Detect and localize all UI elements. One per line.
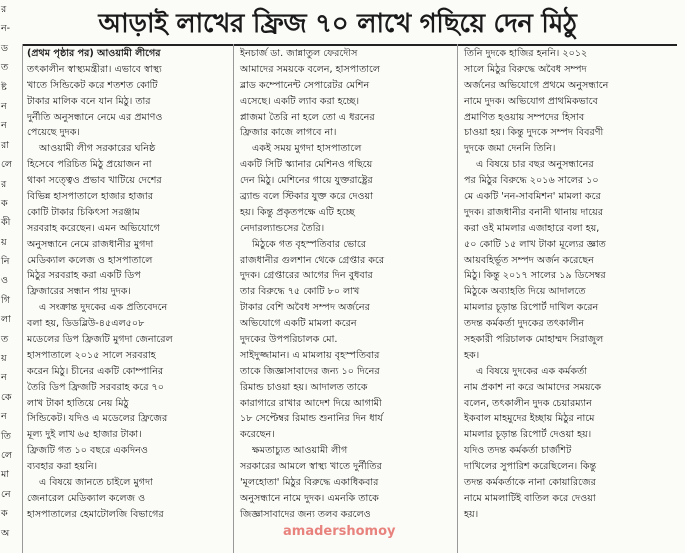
article-line: এ বিষয়ে চার বছর অনুসন্ধানের [476, 159, 594, 171]
watermark: amadershomoy [283, 524, 396, 539]
article-line: সিন্ডিকেট। যদিও এ মডেলের ফ্রিজের [27, 413, 168, 425]
article-line: ব্র্যান্ড বলে স্টিকার যুক্ত করে দেওয়া [240, 191, 373, 203]
article-line: দুদক। গ্রেপ্তারের আগের দিন বুধবার [240, 270, 373, 282]
article-line: এ বিষয়ে দুদকের এক কর্মকর্তা [476, 365, 588, 377]
article-line: এ সংক্রান্ত দুদকের এক প্রতিবেদনে [39, 302, 168, 314]
column-divider [22, 44, 23, 553]
article-line: জেনারেল মেডিক্যাল কলেজ ও [27, 492, 146, 504]
article-column-2 [240, 46, 438, 553]
article-line: ব্লাড কম্পোনেন্ট সেপারেটর মেশিন [240, 79, 370, 91]
article-line: মে একটি 'নন-সাবমিশন' মামলা করে [464, 191, 601, 203]
article-line: তাকে জিজ্ঞাসাবাদের জন্য ১০ দিনের [240, 365, 380, 377]
edge-fragment: তি [1, 430, 11, 442]
headline: আড়াই লাখের ফ্রিজ ৭০ লাখে গছিয়ে দেন মিঠু [98, 9, 577, 39]
article-line: ফ্রিজটি গত ১০ বছরে একদিনও [27, 445, 148, 457]
article-line: ১৮ সেপ্টেম্বর রিমান্ড শুনানির দিন ধার্য [240, 413, 383, 425]
article-line: মামলার চূড়ান্ত রিপোর্ট দাখিল করেন [464, 302, 599, 314]
article-line: প্রমাণিত হওয়ায় সম্পদের হিসাব [464, 111, 585, 123]
column-divider [233, 44, 234, 553]
article-line: দুর্নীতি অনুসন্ধানে নেমে এর প্রমাণও [27, 111, 163, 123]
edge-fragment: লা [1, 314, 11, 326]
edge-fragment: ও [1, 275, 8, 287]
article-line: হক। [464, 349, 480, 361]
article-line: বলেন, তৎকালীন দুদক চেয়ারম্যান [464, 397, 592, 409]
article-line: তৈরি ডিপ ফ্রিজটি সরবরাহ করে ৭০ [27, 381, 164, 393]
edge-fragment: ক [1, 197, 8, 209]
article-line: হয়। কিন্তু প্রকৃতপক্ষে এটি হচ্ছে [240, 206, 355, 218]
article-line: মডেলের ডিপ ফ্রিজটি মুগদা জেনারেল [27, 334, 173, 346]
article-line: নামে দুদক। অভিযোগ প্রাথমিকভাবে [464, 95, 598, 107]
article-line: আওয়ামী লীগ সরকারের ঘনিষ্ঠ [39, 143, 156, 155]
article-line: দেন মিঠু। মেশিনের গায়ে যুক্তরাষ্ট্রের [240, 175, 373, 187]
edge-fragment: রা [1, 139, 9, 151]
article-line: রিমান্ড চাওয়া হয়। আদালত তাকে [240, 381, 368, 393]
article-column-1 [27, 46, 225, 553]
article-line: তদন্ত কর্মকর্তাকে নানা কোয়ারিজের [464, 477, 596, 489]
edge-fragment: অ [1, 527, 10, 539]
edge-fragment: ক [1, 508, 8, 520]
article-line: তৎকালীন স্বাস্থ্যমন্ত্রীরা। এভাবে স্বাস্থ্য [27, 63, 162, 75]
article-line: দুদকে জমা দেননি তিনি। [464, 143, 556, 155]
article-line: মেডিক্যাল কলেজ ও হাসপাতালে [27, 254, 153, 266]
article-line: হয়। [464, 508, 479, 520]
article-line: অনুসন্ধানে নেমে রাজধানীর মুগদা [27, 238, 154, 250]
edge-fragment: কী [1, 217, 11, 229]
edge-fragment: মা [1, 469, 10, 481]
article-line: মামলার চূড়ান্ত রিপোর্ট দেওয়া হয়। [464, 429, 592, 441]
article-line: সরবরাহ করেছেন। এমন অভিযোগে [27, 222, 160, 234]
article-line: বিভিন্ন হাসপাতালে হাজার হাজার [27, 191, 153, 203]
article-line: কারাগারে রাখার আদেশ দিয়ে আগামী [240, 397, 382, 409]
column-divider [457, 44, 458, 553]
article-line: টাকার বেশি অবৈধ সম্পদ অর্জনের [240, 302, 370, 314]
article-line: নামে মামলাটিই বাতিল করে দেওয়া [464, 492, 596, 504]
article-line: বলা হয়, ডিডব্লিউ-৪৫এল৫০৮ [27, 318, 145, 330]
article-line: সাইদুজ্জামান। এ মামলায় বৃহস্পতিবার [240, 349, 380, 361]
article-line: চাওয়া হয়। কিন্তু দুদকে সম্পদ বিবরণী [464, 127, 604, 139]
edge-fragment: ন [1, 120, 7, 132]
article-line: সহকারী পরিচালক মোহাম্মদ সিরাজুল [464, 334, 604, 346]
article-line: তিনি দুদকে হাজির হননি। ২০১২ [464, 48, 588, 59]
article-line: দুদকের উপপরিচালক মো. [240, 334, 338, 346]
article-line: নেদারল্যান্ডসের তৈরি। [240, 222, 325, 234]
article-line: একই সময় মুগদা হাসপাতালে [252, 143, 362, 155]
article-line: দাখিলের সুপারিশ করেছিলেন। কিন্তু [464, 461, 597, 473]
article-line: নাম প্রকাশ না করে আমাদের সময়কে [464, 381, 602, 393]
article-line: ফ্রিজারের সন্ধান পায় দুদক। [27, 286, 131, 298]
edge-fragment: ন [1, 372, 7, 384]
article-line: লাখ টাকা হাতিয়ে নেয় মিঠু [27, 397, 129, 409]
article-line: থাকা সত্ত্বেও প্রভাব খাটিয়ে দেশের [27, 175, 162, 187]
article-line: আমাদের সময়কে বলেন, হাসপাতালে [240, 63, 381, 75]
article-line: হিসেবে পরিচিত মিঠু প্রয়োজন না [27, 159, 152, 171]
article-line: ৫০ কোটি ১৫ লাখ টাকা মূল্যের জ্ঞাত [464, 238, 606, 250]
article-line: মিঠুকে অব্যাহতি দিয়ে আদালতে [464, 286, 586, 298]
edge-fragment: র [1, 178, 7, 190]
article-line: ইনচার্জ ডা. জান্নাতুল ফেরদৌস [240, 48, 358, 59]
edge-fragment: ত [1, 62, 9, 74]
article-line: খাতে সিন্ডিকেট করে শতশত কোটি [27, 79, 158, 91]
article-line: এসেছে। একটি ল্যাব করা হচ্ছে। [240, 95, 360, 107]
article-line: হাসপাতালে ২০১৫ সালে সরবরাহ [27, 349, 156, 361]
article-column-3 [464, 46, 662, 553]
article-line: করা ওই মামলার এজাহারে বলা হয়, [464, 222, 600, 234]
article-line: মিঠু। কিন্তু ২০১৭ সালের ১৯ ডিসেম্বর [464, 270, 606, 282]
edge-fragment: কে [1, 391, 12, 403]
article-line: হাসপাতালের হেমাটোলজি বিভাগের [27, 508, 164, 520]
article-line: সালে মিঠুর বিরুদ্ধে অবৈধ সম্পদ [464, 63, 587, 75]
article-line: (প্রথম পৃষ্ঠার পর) আওয়ামী লীগের [27, 48, 161, 59]
article-line: তার বিরুদ্ধে ৭৫ কোটি ৮০ লাখ [240, 286, 360, 298]
article-line: রাজধানীর গুলশান থেকে গ্রেপ্তার করে [240, 254, 385, 266]
article-line: মূল্য দুই লাখ ৬৫ হাজার টাকা। [27, 429, 142, 441]
edge-fragment: র [1, 4, 7, 15]
article-line: পর মিঠুর বিরুদ্ধে ২০১৬ সালের ১০ [464, 175, 599, 187]
edge-fragment: ন [1, 100, 7, 112]
edge-fragment: নে [1, 488, 11, 500]
article-line: ফ্রিজার কাজে লাগবে না। [240, 127, 337, 139]
edge-fragment: ন- [1, 23, 11, 35]
edge-fragment: ত [1, 333, 9, 345]
edge-fragment: ষ্ট [1, 81, 7, 93]
article-line: 'মূলহোতা' মিঠুর বিরুদ্ধে একাধিকবার [240, 477, 379, 489]
article-line: কোটি টাকার চিকিৎসা সরঞ্জাম [27, 206, 140, 218]
article-line: তদন্ত কর্মকর্তা দুদকের তৎকালীন [464, 318, 585, 330]
article-line: দুদক। রাজধানীর বনানী থানায় দায়ের [464, 206, 604, 218]
article-line: অভিযোগে একটি মামলা করেন [240, 318, 357, 330]
article-line: মিঠুকে গত বৃহস্পতিবার ভোরে [252, 238, 367, 250]
article-line: প্লাজমা তৈরি না হলে তো এ ধরনের [240, 111, 375, 123]
left-edge-cut-text [0, 0, 22, 553]
article-line: জিজ্ঞাসাবাদের জন্য তলব করলেও [240, 508, 371, 520]
edge-fragment: নি [1, 256, 10, 268]
article-line: ব্যবহার করা হয়নি। [27, 461, 98, 473]
article-line: একটি সিটি স্ক্যানার মেশিনও গছিয়ে [240, 159, 373, 171]
edge-fragment: ন [1, 411, 7, 423]
article-line: অর্জনের অভিযোগে প্রথমে অনুসন্ধানে [464, 79, 609, 91]
article-line: করেন মিঠু। চীনের একটি কোম্পানির [27, 365, 164, 377]
edge-fragment: গি [1, 294, 10, 306]
edge-fragment: লে [1, 159, 12, 171]
article-line: এ বিষয়ে জানতে চাইলে মুগদা [39, 477, 153, 489]
article-line: করেছেন। [240, 429, 275, 441]
article-line: ইকবাল মাহমুদের ইচ্ছায় মিঠুর নামে [464, 413, 595, 425]
edge-fragment: য় [1, 236, 7, 248]
article-line: ক্ষমতাচ্যুত আওয়ামী লীগ [252, 445, 348, 457]
article-line: মিঠুর সরবরাহ করা একটি ডিপ [27, 270, 141, 282]
edge-fragment: ড [1, 42, 8, 54]
article-line: অনুসন্ধানে নামে দুদক। এমনকি তাকে [240, 492, 379, 504]
edge-fragment: য় [1, 353, 7, 365]
article-line: আয়বহির্ভূত সম্পদ অর্জন করেছেন [464, 254, 594, 266]
article-line: টাকার মালিক বনে যান মিঠু। তার [27, 95, 151, 107]
article-line: যদিও তদন্ত কর্মকর্তা চার্জশিট [464, 445, 572, 457]
edge-fragment: লে [1, 449, 12, 461]
article-line: পেয়েছে দুদক। [27, 127, 80, 139]
article-line: সরকারের আমলে স্বাস্থ্য খাতে দুর্নীতির [240, 461, 382, 473]
